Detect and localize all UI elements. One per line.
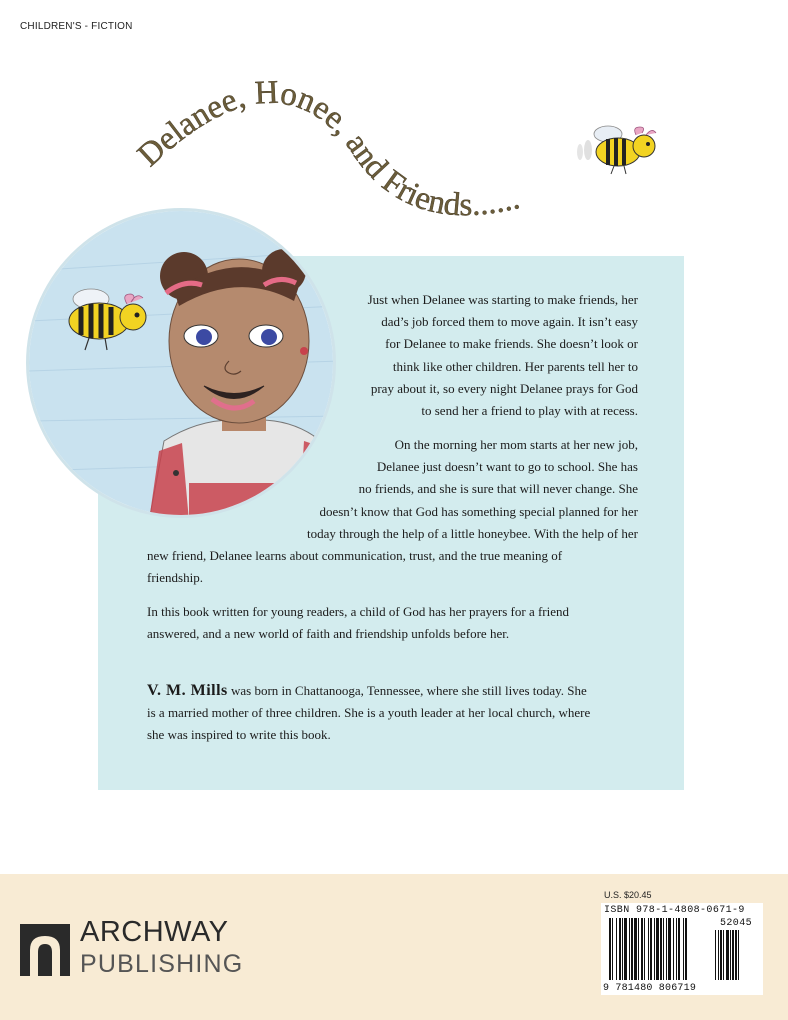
blurb-paragraph-3	[147, 601, 647, 645]
blurb-line: Delanee just doesn’t want to go to school. She has	[376, 459, 638, 475]
blurb-line: think like other children. Her parents tell her to	[392, 358, 638, 374]
blurb-line: dad’s job forced them to move again. It isn’t easy	[381, 314, 638, 330]
publisher-name: ARCHWAY	[80, 916, 229, 948]
author-name: V. M. Mills	[147, 682, 228, 699]
blurb-line: today through the help of a little honeybee. With the help of her	[306, 525, 638, 541]
blurb-line: pray about it, so every night Delanee prays for God	[370, 380, 638, 396]
blurb-line: for Delanee to make friends. She doesn’t look or	[385, 336, 638, 352]
bio-line: was born in Chattanooga, Tennessee, where she still lives today. She	[227, 683, 587, 698]
ean-digits: 9 781480 806719	[603, 983, 697, 994]
archway-logo-icon	[20, 924, 70, 976]
blurb-line: On the morning her mom starts at her new job,	[394, 437, 638, 452]
blurb-line: Just when Delanee was starting to make friends, her	[367, 292, 638, 307]
publisher-subname: PUBLISHING	[80, 950, 244, 978]
barcode	[609, 918, 759, 983]
blurb-line: doesn’t know that God has something special planned for her	[319, 503, 638, 519]
blurb-paragraph-2	[140, 434, 638, 545]
blurb-line: friendship.	[147, 570, 203, 586]
price-code: 52045	[720, 918, 753, 929]
bio-line: is a married mother of three children. She is a youth leader at her local church, where	[147, 705, 591, 721]
bio-line: she was inspired to write this book.	[147, 727, 331, 743]
author-bio	[147, 680, 647, 747]
price-label: U.S. $20.45	[604, 890, 652, 900]
blurb-line: In this book written for young readers, a child of God has her prayers for a friend	[147, 604, 570, 619]
genre-label: CHILDREN'S - FICTION	[20, 21, 133, 32]
flying-bee-icon	[577, 126, 656, 174]
book-title: Delanee, Honee, and Friends......	[131, 74, 524, 224]
blurb-paragraph-2-end	[147, 545, 647, 589]
blurb-line: no friends, and she is sure that will never change. She	[358, 481, 638, 497]
blurb-line: answered, and a new world of faith and friendship unfolds before her.	[147, 626, 510, 642]
isbn-text: ISBN 978-1-4808-0671-9	[604, 905, 745, 916]
blurb-line: new friend, Delanee learns about communication, trust, and the true meaning of	[147, 548, 563, 563]
blurb-paragraph-1	[338, 289, 638, 422]
blurb-line: to send her a friend to play with at recess.	[421, 403, 638, 419]
